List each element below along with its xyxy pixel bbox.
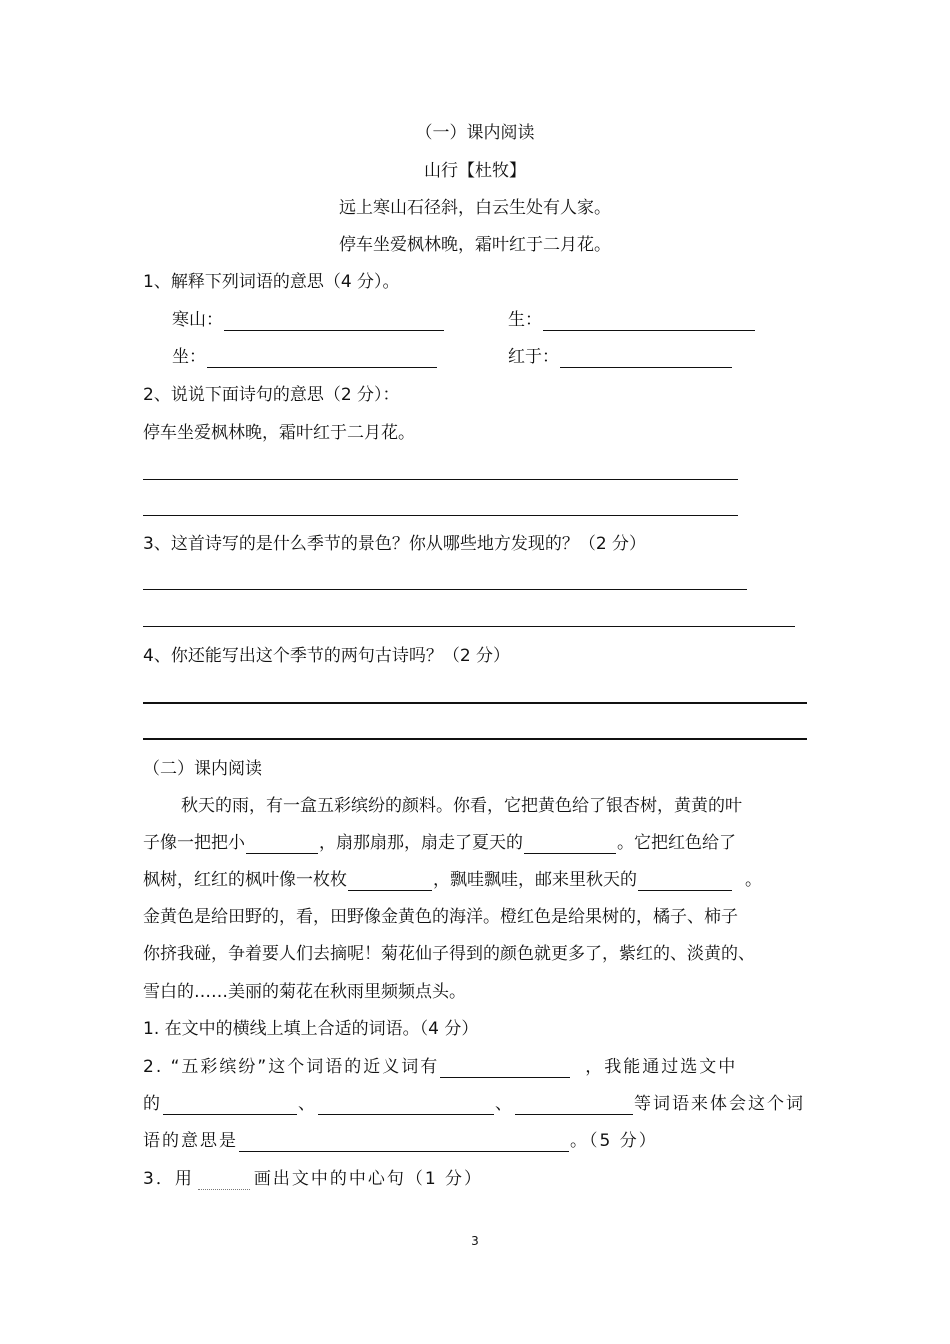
- fill-blank[interactable]: [515, 1096, 633, 1115]
- fill-blank[interactable]: [318, 1096, 494, 1115]
- passage-line-3: [143, 869, 762, 891]
- answer-blank[interactable]: [207, 349, 437, 368]
- section1-title: （一）课内阅读: [415, 123, 535, 143]
- answer-line[interactable]: [143, 626, 795, 627]
- question-text: 。（5 分）: [570, 1131, 658, 1151]
- passage-line-6: 雪白的……美丽的菊花在秋雨里频频点头。: [143, 982, 466, 1002]
- term-sheng: [508, 309, 756, 331]
- question-text: 的: [143, 1094, 162, 1114]
- passage-line-4: 金黄色是给田野的，看，田野像金黄色的海洋。橙红色是给果树的，橘子、柿子: [143, 907, 738, 927]
- fill-blank[interactable]: [246, 835, 318, 854]
- question-text: 语的意思是: [143, 1131, 238, 1151]
- poem-line-2: 停车坐爱枫林晚，霜叶红于二月花。: [339, 235, 611, 255]
- section2-question-2-line-3: [143, 1130, 658, 1152]
- question-4: 4、你还能写出这个季节的两句古诗吗？（2 分）: [143, 646, 511, 666]
- answer-line[interactable]: [143, 479, 738, 480]
- question-2-line: 停车坐爱枫林晚，霜叶红于二月花。: [143, 423, 415, 443]
- fill-blank[interactable]: [348, 872, 432, 891]
- page-number: 3: [471, 1234, 479, 1248]
- dotted-underline-sample: [198, 1173, 250, 1190]
- answer-blank[interactable]: [560, 349, 732, 368]
- answer-blank[interactable]: [543, 312, 755, 331]
- passage-text: 子像一把把小: [143, 833, 245, 853]
- term-hanshan: [172, 309, 445, 331]
- separator: 、: [298, 1094, 317, 1114]
- answer-blank[interactable]: [224, 312, 444, 331]
- section2-title: （二）课内阅读: [143, 759, 262, 779]
- question-3: 3、这首诗写的是什么季节的景色？你从哪些地方发现的？（2 分）: [143, 534, 647, 554]
- question-text: 画出文中的中心句（1 分）: [253, 1169, 484, 1189]
- section2-question-3: [143, 1168, 483, 1190]
- passage-text: 。它把红色给了: [617, 833, 736, 853]
- passage-text: ，飘哇飘哇，邮来里秋天的: [433, 870, 637, 890]
- passage-line-5: 你挤我碰，争着要人们去摘呢！菊花仙子得到的颜色就更多了，紫红的、淡黄的、: [143, 944, 755, 964]
- question-2: 2、说说下面诗句的意思（2 分）：: [143, 385, 400, 405]
- fill-blank[interactable]: [440, 1059, 570, 1078]
- question-text: 2. “五彩缤纷”这个词语的近义词有: [143, 1057, 440, 1077]
- poem-title: 山行【杜牧】: [424, 161, 526, 181]
- fill-blank[interactable]: [638, 872, 732, 891]
- passage-line-1: 秋天的雨，有一盒五彩缤纷的颜料。你看，它把黄色给了银杏树，黄黄的叶: [181, 796, 742, 816]
- answer-line[interactable]: [143, 589, 747, 590]
- term-label: 红于：: [508, 347, 559, 367]
- passage-text: 。: [745, 870, 762, 890]
- term-label: 生：: [508, 310, 542, 330]
- passage-line-2: [143, 832, 736, 854]
- passage-text: ，扇那扇那，扇走了夏天的: [319, 833, 523, 853]
- fill-blank[interactable]: [163, 1096, 297, 1115]
- passage-text: 枫树，红红的枫叶像一枚枚: [143, 870, 347, 890]
- fill-blank[interactable]: [239, 1133, 569, 1152]
- section2-question-2: [143, 1056, 737, 1078]
- term-zuo: [172, 346, 438, 368]
- section2-question-2-line-2: [143, 1093, 805, 1115]
- section2-question-1: 1. 在文中的横线上填上合适的词语。（4 分）: [143, 1019, 479, 1039]
- question-text: ，我能通过选文中: [585, 1057, 738, 1077]
- poem-line-1: 远上寒山石径斜，白云生处有人家。: [339, 198, 611, 218]
- term-hongyu: [508, 346, 733, 368]
- term-label: 坐：: [172, 347, 206, 367]
- fill-blank[interactable]: [524, 835, 616, 854]
- separator: 、: [495, 1094, 514, 1114]
- answer-line[interactable]: [143, 738, 807, 740]
- question-1: 1、解释下列词语的意思（4 分）。: [143, 272, 400, 292]
- question-text: 3．用: [143, 1169, 194, 1189]
- term-label: 寒山：: [172, 310, 223, 330]
- answer-line[interactable]: [143, 702, 807, 704]
- answer-line[interactable]: [143, 515, 738, 516]
- question-text: 等词语来体会这个词: [634, 1094, 805, 1114]
